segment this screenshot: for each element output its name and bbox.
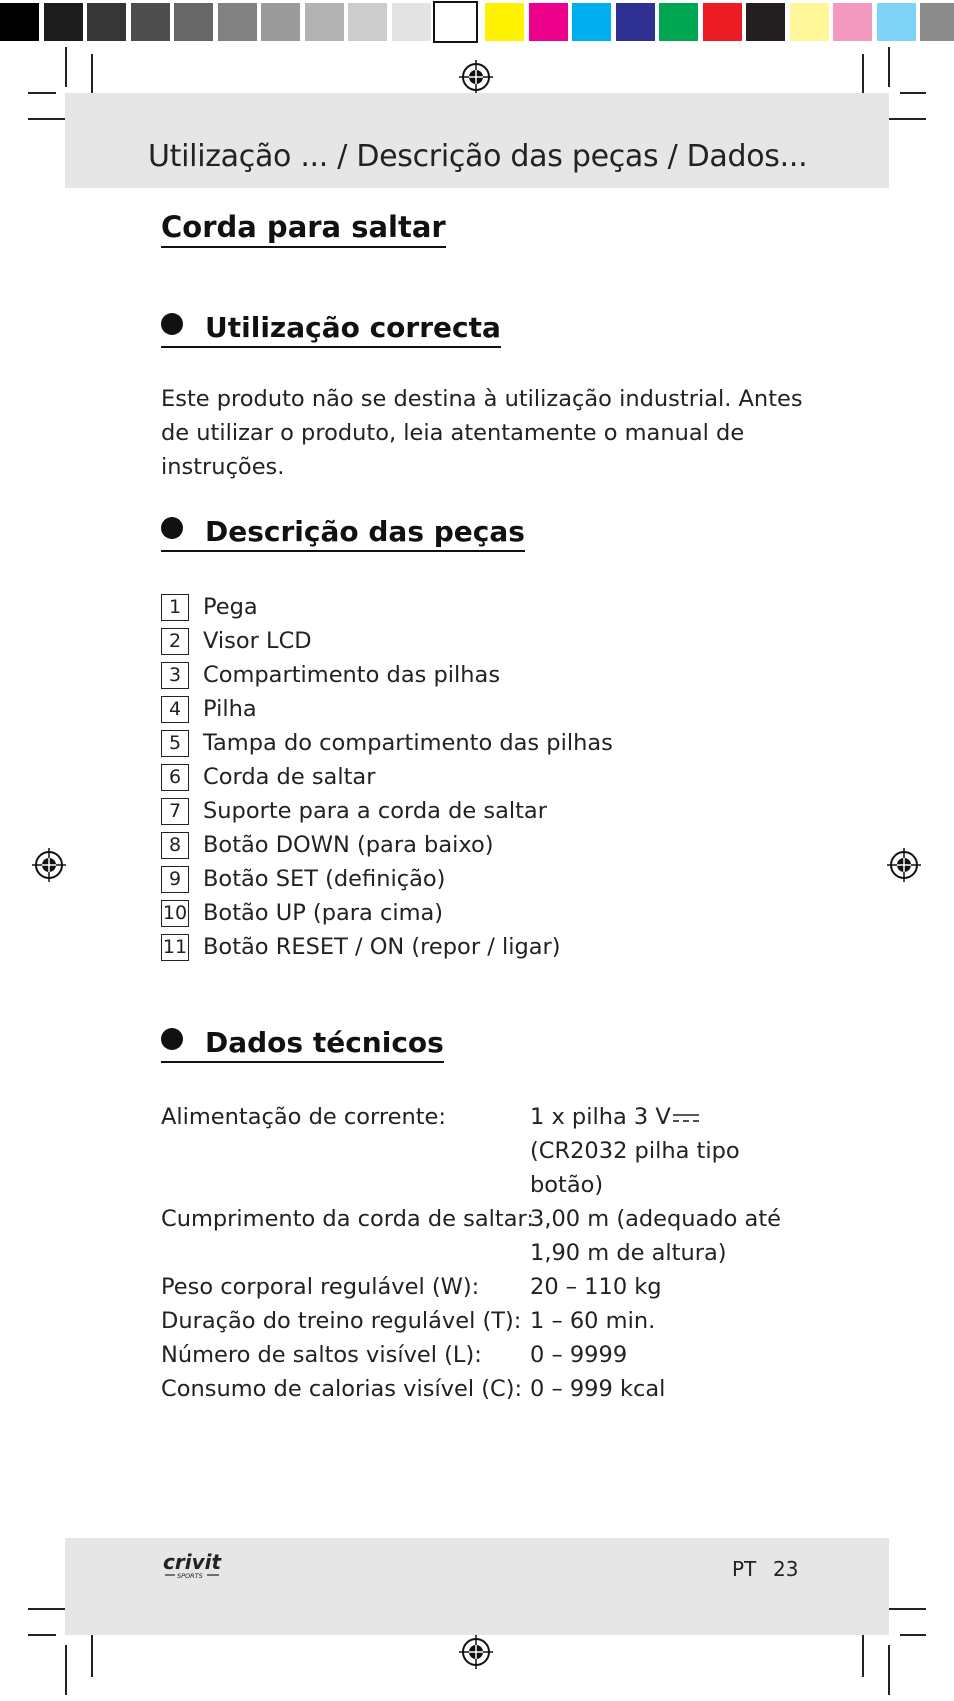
direct-current-icon bbox=[671, 1111, 701, 1125]
spec-label: Duração do treino regulável (T): bbox=[161, 1308, 522, 1334]
spec-label: Número de saltos visível (L): bbox=[161, 1342, 482, 1368]
list-item bbox=[161, 658, 613, 692]
spec-row bbox=[161, 1270, 790, 1304]
spec-value: 20 – 110 kg bbox=[530, 1274, 662, 1300]
color-swatch bbox=[659, 3, 700, 41]
crop-mark bbox=[888, 1645, 890, 1695]
registration-mark-icon bbox=[887, 848, 921, 882]
bullet-icon bbox=[161, 1028, 183, 1050]
spec-row bbox=[161, 1202, 790, 1270]
page-language: PT bbox=[732, 1557, 757, 1581]
color-swatch bbox=[0, 3, 41, 41]
list-item bbox=[161, 794, 613, 828]
section-heading-usage bbox=[161, 311, 501, 348]
color-swatch bbox=[435, 3, 476, 41]
crop-mark bbox=[28, 118, 68, 120]
parts-list bbox=[161, 590, 613, 964]
color-swatch bbox=[616, 3, 657, 41]
list-item bbox=[161, 624, 613, 658]
color-swatch bbox=[529, 3, 570, 41]
list-item bbox=[161, 862, 613, 896]
part-label: Visor LCD bbox=[203, 628, 312, 654]
list-item bbox=[161, 692, 613, 726]
spec-row bbox=[161, 1372, 790, 1406]
crop-mark bbox=[65, 47, 67, 87]
spec-label: Cumprimento da corda de saltar: bbox=[161, 1206, 534, 1232]
part-number: 8 bbox=[161, 832, 189, 859]
list-item bbox=[161, 828, 613, 862]
spec-row bbox=[161, 1304, 790, 1338]
spec-row bbox=[161, 1100, 790, 1202]
spec-value bbox=[530, 1100, 790, 1202]
color-swatch bbox=[920, 3, 954, 41]
crop-mark bbox=[65, 1645, 67, 1695]
spec-value-extra: (CR2032 pilha tipo botão) bbox=[530, 1138, 740, 1198]
spec-value: 0 – 9999 bbox=[530, 1342, 628, 1368]
list-item bbox=[161, 896, 613, 930]
crop-mark bbox=[862, 1632, 864, 1677]
page-number: 23 bbox=[773, 1557, 799, 1581]
color-swatch bbox=[174, 3, 215, 41]
crop-mark bbox=[91, 1632, 93, 1677]
part-label: Tampa do compartimento das pilhas bbox=[203, 730, 613, 756]
list-item bbox=[161, 726, 613, 760]
part-number: 9 bbox=[161, 866, 189, 893]
color-swatch bbox=[261, 3, 302, 41]
crop-mark bbox=[28, 1634, 56, 1636]
color-swatch bbox=[305, 3, 346, 41]
part-label: Botão SET (definição) bbox=[203, 866, 446, 892]
registration-mark-icon bbox=[459, 1635, 493, 1669]
part-label: Pega bbox=[203, 594, 258, 620]
section-heading-text: Descrição das peças bbox=[205, 515, 525, 548]
color-swatch bbox=[348, 3, 389, 41]
color-swatch bbox=[877, 3, 918, 41]
part-label: Botão UP (para cima) bbox=[203, 900, 444, 926]
color-swatch bbox=[833, 3, 874, 41]
document-title: Corda para saltar bbox=[161, 210, 446, 248]
crop-mark bbox=[900, 1634, 926, 1636]
list-item bbox=[161, 760, 613, 794]
specs-table bbox=[161, 1100, 790, 1406]
spec-label: Consumo de calorias visível (C): bbox=[161, 1376, 523, 1402]
part-number: 6 bbox=[161, 764, 189, 791]
bullet-icon bbox=[161, 517, 183, 539]
part-number: 11 bbox=[161, 934, 189, 961]
color-swatch bbox=[392, 3, 433, 41]
part-label: Pilha bbox=[203, 696, 257, 722]
spec-value: 3,00 m (adequado até 1,90 m de altura) bbox=[530, 1206, 781, 1266]
crop-mark bbox=[888, 47, 890, 87]
crop-mark bbox=[900, 92, 926, 94]
color-swatch bbox=[746, 3, 787, 41]
running-header-title: Utilização ... / Descrição das peças / Dados... bbox=[148, 139, 808, 174]
part-number: 5 bbox=[161, 730, 189, 757]
color-swatch bbox=[218, 3, 259, 41]
color-swatch bbox=[485, 3, 526, 41]
spec-label: Peso corporal regulável (W): bbox=[161, 1274, 480, 1300]
color-swatch bbox=[790, 3, 831, 41]
logo-text: crivit bbox=[163, 1550, 222, 1574]
part-label: Compartimento das pilhas bbox=[203, 662, 501, 688]
part-number: 1 bbox=[161, 594, 189, 621]
logo-subtext: SPORTS bbox=[177, 1572, 203, 1580]
color-swatch bbox=[572, 3, 613, 41]
color-swatch bbox=[87, 3, 128, 41]
registration-mark-icon bbox=[459, 60, 493, 94]
list-item bbox=[161, 590, 613, 624]
part-number: 2 bbox=[161, 628, 189, 655]
spec-row bbox=[161, 1338, 790, 1372]
part-label: Corda de saltar bbox=[203, 764, 376, 790]
part-number: 10 bbox=[161, 900, 189, 927]
spec-value: 0 – 999 kcal bbox=[530, 1376, 666, 1402]
color-swatch bbox=[131, 3, 172, 41]
part-label: Suporte para a corda de saltar bbox=[203, 798, 547, 824]
part-number: 4 bbox=[161, 696, 189, 723]
crivit-logo bbox=[161, 1548, 227, 1584]
section-heading-parts bbox=[161, 515, 525, 552]
crop-mark bbox=[28, 92, 56, 94]
color-swatch bbox=[703, 3, 744, 41]
list-item bbox=[161, 930, 613, 964]
bullet-icon bbox=[161, 313, 183, 335]
part-label: Botão DOWN (para baixo) bbox=[203, 832, 494, 858]
section-heading-text: Dados técnicos bbox=[205, 1026, 444, 1059]
part-number: 3 bbox=[161, 662, 189, 689]
section-heading-text: Utilização correcta bbox=[205, 311, 501, 344]
spec-value-text: 1 x pilha 3 V bbox=[530, 1104, 671, 1130]
crop-mark bbox=[28, 1608, 68, 1610]
spec-label: Alimentação de corrente: bbox=[161, 1104, 446, 1130]
part-number: 7 bbox=[161, 798, 189, 825]
usage-paragraph: Este produto não se destina à utilização industrial. Antes de utilizar o produto, leia atentamente o manual de instruções. bbox=[161, 386, 803, 480]
section-heading-specs bbox=[161, 1026, 444, 1063]
registration-mark-icon bbox=[32, 848, 66, 882]
spec-value: 1 – 60 min. bbox=[530, 1308, 656, 1334]
color-swatch bbox=[44, 3, 85, 41]
part-label: Botão RESET / ON (repor / ligar) bbox=[203, 934, 561, 960]
